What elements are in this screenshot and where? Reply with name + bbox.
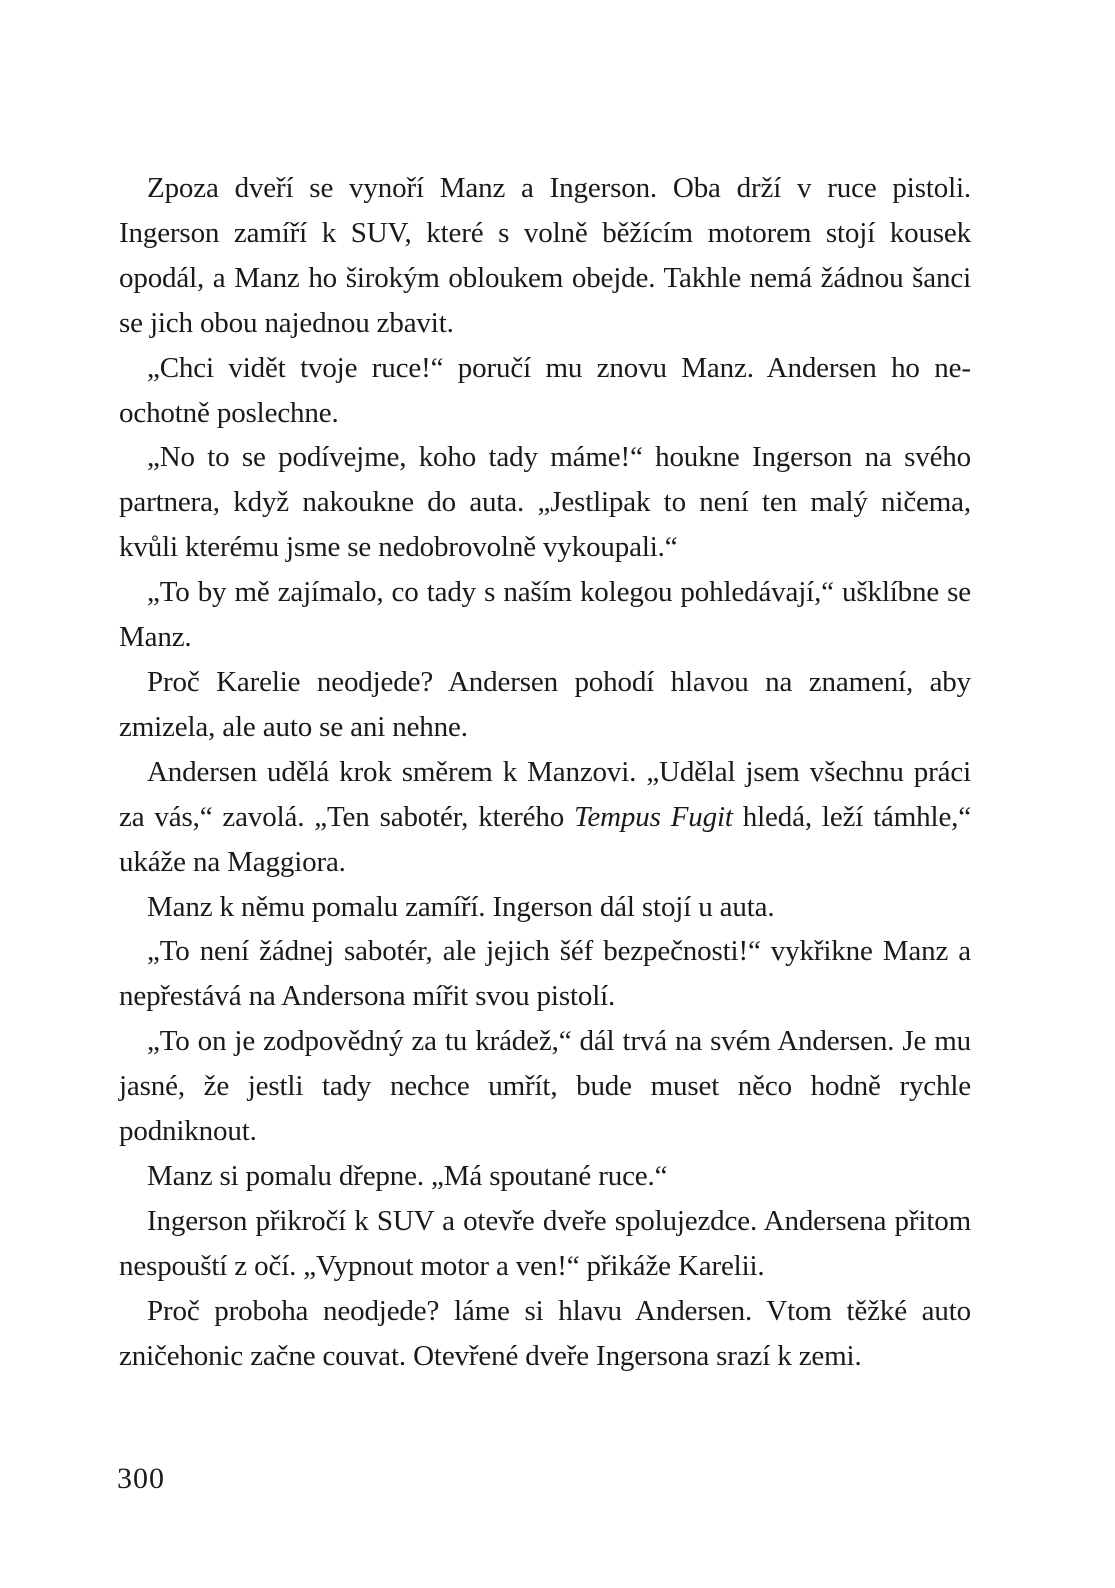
paragraph-2: „Chci vidět tvoje ruce!“ poručí mu znovu Manz. Andersen ho neochotně poslechne. <box>119 351 971 429</box>
body-text <box>119 166 971 1378</box>
paragraph-9: „To on je zodpovědný za tu krádež,“ dál trvá na svém Andersen. Je mu jasné, že jestli tady nechce umřít, bude muset něco hodně rychle podniknout. <box>119 1025 971 1148</box>
paragraph-6: Andersen udělá krok směrem k Manzovi. „Udělal jsem všechnu práci za vás,“ zavolá. „Ten sabotér, kterého Tempus Fugit hledá, leží támhle,“ ukáže na Maggiora. <box>119 755 971 878</box>
paragraph-3: „No to se podívejme, koho tady máme!“ houkne Ingerson na svého partnera, když nakoukne do auta. „Jestlipak to není ten malý ničema, kvůli kterému jsme se nedobrovolně vykoupali.“ <box>119 441 971 564</box>
paragraph-7: Manz k němu pomalu zamíří. Ingerson dál stojí u auta. <box>147 890 775 923</box>
paragraph-1: Zpoza dveří se vynoří Manz a Ingerson. Oba drží v ruce pistoli. Ingerson zamíří k SUV, které s volně běžícím motorem stojí kousek opodál, a Manz ho širokým obloukem obejde. Takhle nemá žádnou šanci se jich obou najednou zbavit. <box>119 172 971 339</box>
paragraph-5: Proč Karelie neodjede? Andersen pohodí hlavou na znamení, aby zmizela, ale auto se ani nehne. <box>119 665 971 743</box>
paragraph-11: Ingerson přikročí k SUV a otevře dveře spolujezdce. Andersena přitom nespouští z očí. „Vypnout motor a ven!“ přikáže Karelii. <box>119 1204 971 1282</box>
paragraph-8: „To není žádnej sabotér, ale jejich šéf bezpečnosti!“ vykřikne Manz a nepřestává na Andersona mířit svou pistolí. <box>119 935 971 1013</box>
paragraph-12: Proč proboha neodjede? láme si hlavu Andersen. Vtom těžké auto zničehonic začne couvat. Otevřené dveře Ingersona srazí k zemi. <box>119 1294 971 1372</box>
italic-title: Tempus Fugit <box>574 800 733 833</box>
paragraph-4: „To by mě zajímalo, co tady s naším kolegou pohledávají,“ ušklíbne se Manz. <box>119 576 971 654</box>
paragraph-10: Manz si pomalu dřepne. „Má spoutané ruce.“ <box>147 1159 668 1192</box>
page-number: 300 <box>117 1462 165 1495</box>
